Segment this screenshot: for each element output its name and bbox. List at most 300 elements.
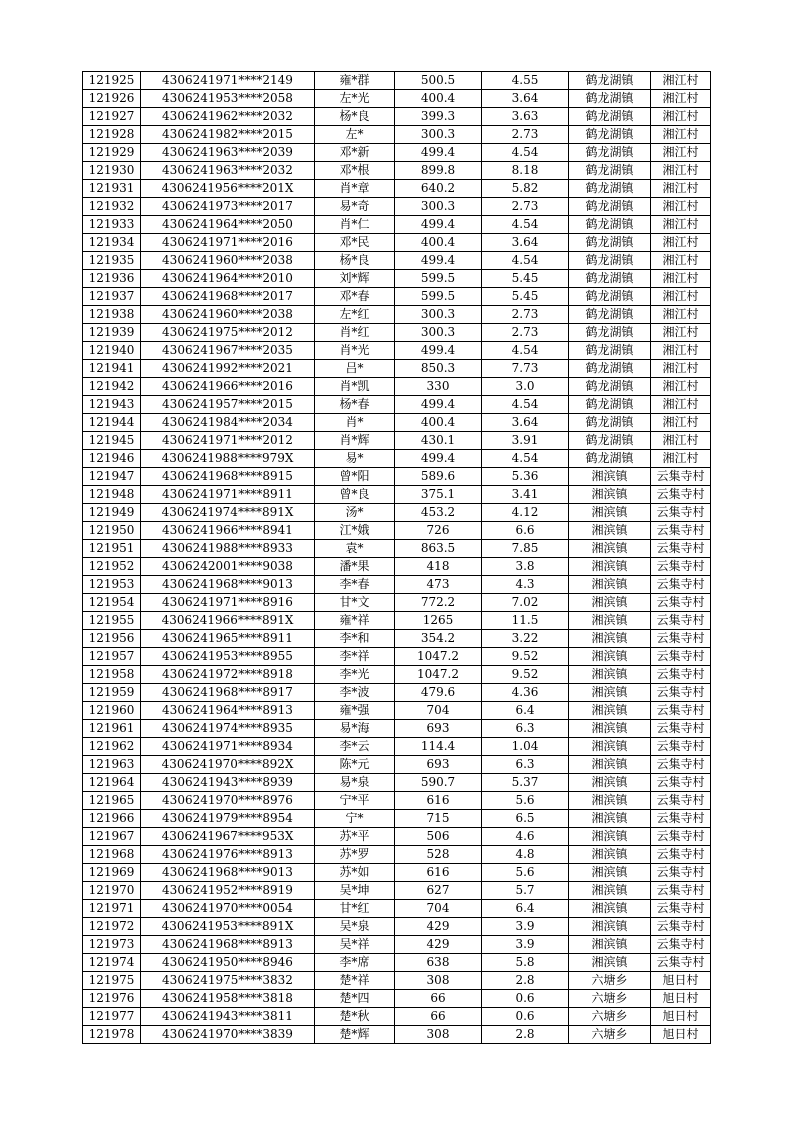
village-cell: 湘江村 <box>651 180 711 198</box>
row-id-cell: 121952 <box>83 558 141 576</box>
village-cell: 云集寺村 <box>651 630 711 648</box>
id-number-cell: 4306241960****2038 <box>141 306 315 324</box>
name-cell: 肖*仁 <box>315 216 395 234</box>
village-cell: 云集寺村 <box>651 792 711 810</box>
value-cell: 3.91 <box>482 432 569 450</box>
id-number-cell: 4306241971****8934 <box>141 738 315 756</box>
amount-cell: 375.1 <box>395 486 482 504</box>
amount-cell: 850.3 <box>395 360 482 378</box>
id-number-cell: 4306241963****2032 <box>141 162 315 180</box>
amount-cell: 863.5 <box>395 540 482 558</box>
town-cell: 鹤龙湖镇 <box>569 378 651 396</box>
village-cell: 云集寺村 <box>651 468 711 486</box>
amount-cell: 499.4 <box>395 342 482 360</box>
town-cell: 湘滨镇 <box>569 954 651 972</box>
name-cell: 李*波 <box>315 684 395 702</box>
table-row <box>83 396 711 414</box>
row-id-cell: 121970 <box>83 882 141 900</box>
row-id-cell: 121963 <box>83 756 141 774</box>
name-cell: 易*奇 <box>315 198 395 216</box>
town-cell: 湘滨镇 <box>569 846 651 864</box>
value-cell: 2.8 <box>482 972 569 990</box>
id-number-cell: 4306241968****8915 <box>141 468 315 486</box>
name-cell: 易* <box>315 450 395 468</box>
table-row <box>83 774 711 792</box>
village-cell: 云集寺村 <box>651 594 711 612</box>
value-cell: 5.6 <box>482 864 569 882</box>
id-number-cell: 4306241973****2017 <box>141 198 315 216</box>
village-cell: 湘江村 <box>651 270 711 288</box>
table-row <box>83 288 711 306</box>
table-row <box>83 504 711 522</box>
value-cell: 5.6 <box>482 792 569 810</box>
town-cell: 鹤龙湖镇 <box>569 126 651 144</box>
amount-cell: 500.5 <box>395 72 482 90</box>
value-cell: 9.52 <box>482 666 569 684</box>
village-cell: 云集寺村 <box>651 504 711 522</box>
table-row <box>83 882 711 900</box>
table-row <box>83 108 711 126</box>
town-cell: 湘滨镇 <box>569 828 651 846</box>
table-row <box>83 558 711 576</box>
table-row <box>83 522 711 540</box>
table-row <box>83 666 711 684</box>
name-cell: 吴*坤 <box>315 882 395 900</box>
amount-cell: 66 <box>395 990 482 1008</box>
value-cell: 5.37 <box>482 774 569 792</box>
value-cell: 2.73 <box>482 324 569 342</box>
row-id-cell: 121925 <box>83 72 141 90</box>
name-cell: 潘*果 <box>315 558 395 576</box>
table-row <box>83 828 711 846</box>
amount-cell: 330 <box>395 378 482 396</box>
amount-cell: 704 <box>395 900 482 918</box>
table-row <box>83 720 711 738</box>
village-cell: 云集寺村 <box>651 720 711 738</box>
table-row <box>83 990 711 1008</box>
amount-cell: 300.3 <box>395 306 482 324</box>
name-cell: 雍*强 <box>315 702 395 720</box>
table-row <box>83 486 711 504</box>
name-cell: 曾*良 <box>315 486 395 504</box>
row-id-cell: 121960 <box>83 702 141 720</box>
name-cell: 楚*祥 <box>315 972 395 990</box>
amount-cell: 300.3 <box>395 126 482 144</box>
table-row <box>83 180 711 198</box>
amount-cell: 506 <box>395 828 482 846</box>
town-cell: 湘滨镇 <box>569 774 651 792</box>
amount-cell: 590.7 <box>395 774 482 792</box>
town-cell: 鹤龙湖镇 <box>569 252 651 270</box>
row-id-cell: 121955 <box>83 612 141 630</box>
amount-cell: 66 <box>395 1008 482 1026</box>
amount-cell: 499.4 <box>395 252 482 270</box>
table-row <box>83 846 711 864</box>
row-id-cell: 121961 <box>83 720 141 738</box>
village-cell: 湘江村 <box>651 450 711 468</box>
id-number-cell: 4306241962****2032 <box>141 108 315 126</box>
table-row <box>83 972 711 990</box>
amount-cell: 1047.2 <box>395 648 482 666</box>
id-number-cell: 4306241952****8919 <box>141 882 315 900</box>
amount-cell: 400.4 <box>395 414 482 432</box>
value-cell: 4.54 <box>482 144 569 162</box>
amount-cell: 693 <box>395 756 482 774</box>
village-cell: 湘江村 <box>651 144 711 162</box>
value-cell: 6.3 <box>482 720 569 738</box>
table-row <box>83 792 711 810</box>
row-id-cell: 121938 <box>83 306 141 324</box>
value-cell: 6.6 <box>482 522 569 540</box>
row-id-cell: 121933 <box>83 216 141 234</box>
village-cell: 湘江村 <box>651 414 711 432</box>
town-cell: 湘滨镇 <box>569 810 651 828</box>
id-number-cell: 4306241976****8913 <box>141 846 315 864</box>
row-id-cell: 121941 <box>83 360 141 378</box>
name-cell: 李*云 <box>315 738 395 756</box>
value-cell: 9.52 <box>482 648 569 666</box>
amount-cell: 430.1 <box>395 432 482 450</box>
amount-cell: 308 <box>395 972 482 990</box>
village-cell: 云集寺村 <box>651 864 711 882</box>
village-cell: 旭日村 <box>651 990 711 1008</box>
amount-cell: 114.4 <box>395 738 482 756</box>
row-id-cell: 121953 <box>83 576 141 594</box>
value-cell: 3.64 <box>482 234 569 252</box>
value-cell: 2.73 <box>482 306 569 324</box>
town-cell: 湘滨镇 <box>569 864 651 882</box>
village-cell: 云集寺村 <box>651 918 711 936</box>
id-number-cell: 4306241984****2034 <box>141 414 315 432</box>
value-cell: 4.54 <box>482 216 569 234</box>
id-number-cell: 4306241968****8917 <box>141 684 315 702</box>
value-cell: 5.36 <box>482 468 569 486</box>
row-id-cell: 121962 <box>83 738 141 756</box>
name-cell: 李*席 <box>315 954 395 972</box>
row-id-cell: 121959 <box>83 684 141 702</box>
name-cell: 刘*辉 <box>315 270 395 288</box>
name-cell: 肖*红 <box>315 324 395 342</box>
name-cell: 肖*凯 <box>315 378 395 396</box>
value-cell: 4.6 <box>482 828 569 846</box>
town-cell: 鹤龙湖镇 <box>569 288 651 306</box>
amount-cell: 418 <box>395 558 482 576</box>
name-cell: 吴*祥 <box>315 936 395 954</box>
town-cell: 鹤龙湖镇 <box>569 90 651 108</box>
village-cell: 云集寺村 <box>651 702 711 720</box>
village-cell: 湘江村 <box>651 342 711 360</box>
table-row <box>83 648 711 666</box>
village-cell: 旭日村 <box>651 1026 711 1044</box>
name-cell: 李*和 <box>315 630 395 648</box>
id-number-cell: 4306241968****9013 <box>141 576 315 594</box>
amount-cell: 616 <box>395 792 482 810</box>
id-number-cell: 4306241971****8916 <box>141 594 315 612</box>
value-cell: 1.04 <box>482 738 569 756</box>
amount-cell: 704 <box>395 702 482 720</box>
table-body <box>83 72 711 1044</box>
value-cell: 3.0 <box>482 378 569 396</box>
amount-cell: 599.5 <box>395 288 482 306</box>
village-cell: 湘江村 <box>651 126 711 144</box>
village-cell: 湘江村 <box>651 432 711 450</box>
row-id-cell: 121948 <box>83 486 141 504</box>
village-cell: 旭日村 <box>651 972 711 990</box>
row-id-cell: 121951 <box>83 540 141 558</box>
value-cell: 3.9 <box>482 918 569 936</box>
value-cell: 3.9 <box>482 936 569 954</box>
name-cell: 邓*春 <box>315 288 395 306</box>
row-id-cell: 121974 <box>83 954 141 972</box>
id-number-cell: 4306241963****2039 <box>141 144 315 162</box>
value-cell: 5.45 <box>482 288 569 306</box>
row-id-cell: 121967 <box>83 828 141 846</box>
town-cell: 湘滨镇 <box>569 630 651 648</box>
row-id-cell: 121927 <box>83 108 141 126</box>
row-id-cell: 121942 <box>83 378 141 396</box>
amount-cell: 726 <box>395 522 482 540</box>
village-cell: 湘江村 <box>651 216 711 234</box>
village-cell: 云集寺村 <box>651 774 711 792</box>
table-row <box>83 216 711 234</box>
name-cell: 苏*罗 <box>315 846 395 864</box>
town-cell: 鹤龙湖镇 <box>569 450 651 468</box>
amount-cell: 1047.2 <box>395 666 482 684</box>
village-cell: 湘江村 <box>651 324 711 342</box>
town-cell: 湘滨镇 <box>569 522 651 540</box>
amount-cell: 499.4 <box>395 144 482 162</box>
row-id-cell: 121975 <box>83 972 141 990</box>
town-cell: 湘滨镇 <box>569 540 651 558</box>
value-cell: 3.63 <box>482 108 569 126</box>
value-cell: 7.85 <box>482 540 569 558</box>
village-cell: 湘江村 <box>651 108 711 126</box>
name-cell: 杨*良 <box>315 252 395 270</box>
name-cell: 肖*光 <box>315 342 395 360</box>
id-number-cell: 4306241970****8976 <box>141 792 315 810</box>
id-number-cell: 4306241953****891X <box>141 918 315 936</box>
id-number-cell: 4306242001****9038 <box>141 558 315 576</box>
town-cell: 湘滨镇 <box>569 936 651 954</box>
id-number-cell: 4306241950****8946 <box>141 954 315 972</box>
id-number-cell: 4306241956****201X <box>141 180 315 198</box>
table-row <box>83 630 711 648</box>
town-cell: 湘滨镇 <box>569 666 651 684</box>
name-cell: 苏*如 <box>315 864 395 882</box>
name-cell: 左*光 <box>315 90 395 108</box>
table-row <box>83 1008 711 1026</box>
table-row <box>83 540 711 558</box>
amount-cell: 589.6 <box>395 468 482 486</box>
row-id-cell: 121943 <box>83 396 141 414</box>
id-number-cell: 4306241966****891X <box>141 612 315 630</box>
village-cell: 湘江村 <box>651 162 711 180</box>
id-number-cell: 4306241988****979X <box>141 450 315 468</box>
name-cell: 肖* <box>315 414 395 432</box>
id-number-cell: 4306241958****3818 <box>141 990 315 1008</box>
table-row <box>83 954 711 972</box>
town-cell: 鹤龙湖镇 <box>569 414 651 432</box>
name-cell: 易*海 <box>315 720 395 738</box>
row-id-cell: 121950 <box>83 522 141 540</box>
village-cell: 云集寺村 <box>651 522 711 540</box>
value-cell: 4.8 <box>482 846 569 864</box>
id-number-cell: 4306241966****8941 <box>141 522 315 540</box>
id-number-cell: 4306241979****8954 <box>141 810 315 828</box>
name-cell: 邓*新 <box>315 144 395 162</box>
table-row <box>83 702 711 720</box>
data-table <box>82 71 711 1044</box>
row-id-cell: 121969 <box>83 864 141 882</box>
amount-cell: 693 <box>395 720 482 738</box>
id-number-cell: 4306241968****9013 <box>141 864 315 882</box>
value-cell: 7.02 <box>482 594 569 612</box>
town-cell: 湘滨镇 <box>569 486 651 504</box>
name-cell: 楚*秋 <box>315 1008 395 1026</box>
id-number-cell: 4306241970****3839 <box>141 1026 315 1044</box>
town-cell: 鹤龙湖镇 <box>569 234 651 252</box>
name-cell: 袁* <box>315 540 395 558</box>
amount-cell: 528 <box>395 846 482 864</box>
amount-cell: 400.4 <box>395 90 482 108</box>
town-cell: 湘滨镇 <box>569 468 651 486</box>
town-cell: 鹤龙湖镇 <box>569 270 651 288</box>
amount-cell: 400.4 <box>395 234 482 252</box>
village-cell: 湘江村 <box>651 378 711 396</box>
town-cell: 鹤龙湖镇 <box>569 396 651 414</box>
table-row <box>83 252 711 270</box>
amount-cell: 354.2 <box>395 630 482 648</box>
row-id-cell: 121939 <box>83 324 141 342</box>
id-number-cell: 4306241960****2038 <box>141 252 315 270</box>
name-cell: 汤* <box>315 504 395 522</box>
id-number-cell: 4306241968****8913 <box>141 936 315 954</box>
name-cell: 左* <box>315 126 395 144</box>
value-cell: 3.8 <box>482 558 569 576</box>
village-cell: 旭日村 <box>651 1008 711 1026</box>
table-row <box>83 432 711 450</box>
table-row <box>83 900 711 918</box>
name-cell: 杨*良 <box>315 108 395 126</box>
row-id-cell: 121973 <box>83 936 141 954</box>
amount-cell: 429 <box>395 936 482 954</box>
row-id-cell: 121972 <box>83 918 141 936</box>
name-cell: 吕* <box>315 360 395 378</box>
value-cell: 2.8 <box>482 1026 569 1044</box>
value-cell: 4.3 <box>482 576 569 594</box>
id-number-cell: 4306241943****8939 <box>141 774 315 792</box>
village-cell: 云集寺村 <box>651 684 711 702</box>
value-cell: 3.22 <box>482 630 569 648</box>
town-cell: 湘滨镇 <box>569 918 651 936</box>
amount-cell: 300.3 <box>395 324 482 342</box>
table-row <box>83 594 711 612</box>
row-id-cell: 121976 <box>83 990 141 1008</box>
row-id-cell: 121928 <box>83 126 141 144</box>
id-number-cell: 4306241957****2015 <box>141 396 315 414</box>
id-number-cell: 4306241964****8913 <box>141 702 315 720</box>
table-row <box>83 270 711 288</box>
amount-cell: 499.4 <box>395 450 482 468</box>
name-cell: 楚*辉 <box>315 1026 395 1044</box>
table-row <box>83 810 711 828</box>
row-id-cell: 121947 <box>83 468 141 486</box>
id-number-cell: 4306241974****891X <box>141 504 315 522</box>
value-cell: 6.5 <box>482 810 569 828</box>
row-id-cell: 121929 <box>83 144 141 162</box>
name-cell: 邓*根 <box>315 162 395 180</box>
table-row <box>83 360 711 378</box>
amount-cell: 300.3 <box>395 198 482 216</box>
amount-cell: 899.8 <box>395 162 482 180</box>
row-id-cell: 121965 <box>83 792 141 810</box>
value-cell: 11.5 <box>482 612 569 630</box>
village-cell: 湘江村 <box>651 252 711 270</box>
table-row <box>83 126 711 144</box>
id-number-cell: 4306241975****3832 <box>141 972 315 990</box>
village-cell: 云集寺村 <box>651 846 711 864</box>
id-number-cell: 4306241975****2012 <box>141 324 315 342</box>
village-cell: 湘江村 <box>651 234 711 252</box>
town-cell: 湘滨镇 <box>569 594 651 612</box>
village-cell: 云集寺村 <box>651 756 711 774</box>
name-cell: 左*红 <box>315 306 395 324</box>
name-cell: 甘*文 <box>315 594 395 612</box>
row-id-cell: 121946 <box>83 450 141 468</box>
row-id-cell: 121964 <box>83 774 141 792</box>
value-cell: 4.12 <box>482 504 569 522</box>
name-cell: 苏*平 <box>315 828 395 846</box>
row-id-cell: 121945 <box>83 432 141 450</box>
value-cell: 0.6 <box>482 1008 569 1026</box>
row-id-cell: 121958 <box>83 666 141 684</box>
table-row <box>83 756 711 774</box>
id-number-cell: 4306241971****8911 <box>141 486 315 504</box>
name-cell: 李*光 <box>315 666 395 684</box>
value-cell: 5.8 <box>482 954 569 972</box>
id-number-cell: 4306241970****892X <box>141 756 315 774</box>
row-id-cell: 121956 <box>83 630 141 648</box>
village-cell: 湘江村 <box>651 72 711 90</box>
row-id-cell: 121937 <box>83 288 141 306</box>
name-cell: 杨*春 <box>315 396 395 414</box>
value-cell: 8.18 <box>482 162 569 180</box>
table-row <box>83 936 711 954</box>
town-cell: 湘滨镇 <box>569 504 651 522</box>
value-cell: 5.82 <box>482 180 569 198</box>
value-cell: 6.4 <box>482 900 569 918</box>
row-id-cell: 121930 <box>83 162 141 180</box>
row-id-cell: 121935 <box>83 252 141 270</box>
name-cell: 雍*群 <box>315 72 395 90</box>
table-row <box>83 684 711 702</box>
town-cell: 鹤龙湖镇 <box>569 144 651 162</box>
village-cell: 云集寺村 <box>651 576 711 594</box>
name-cell: 楚*四 <box>315 990 395 1008</box>
row-id-cell: 121978 <box>83 1026 141 1044</box>
town-cell: 湘滨镇 <box>569 792 651 810</box>
row-id-cell: 121932 <box>83 198 141 216</box>
town-cell: 鹤龙湖镇 <box>569 198 651 216</box>
village-cell: 云集寺村 <box>651 954 711 972</box>
table-row <box>83 468 711 486</box>
table-row <box>83 162 711 180</box>
town-cell: 湘滨镇 <box>569 882 651 900</box>
amount-cell: 499.4 <box>395 216 482 234</box>
table-row <box>83 342 711 360</box>
table-row <box>83 306 711 324</box>
row-id-cell: 121944 <box>83 414 141 432</box>
